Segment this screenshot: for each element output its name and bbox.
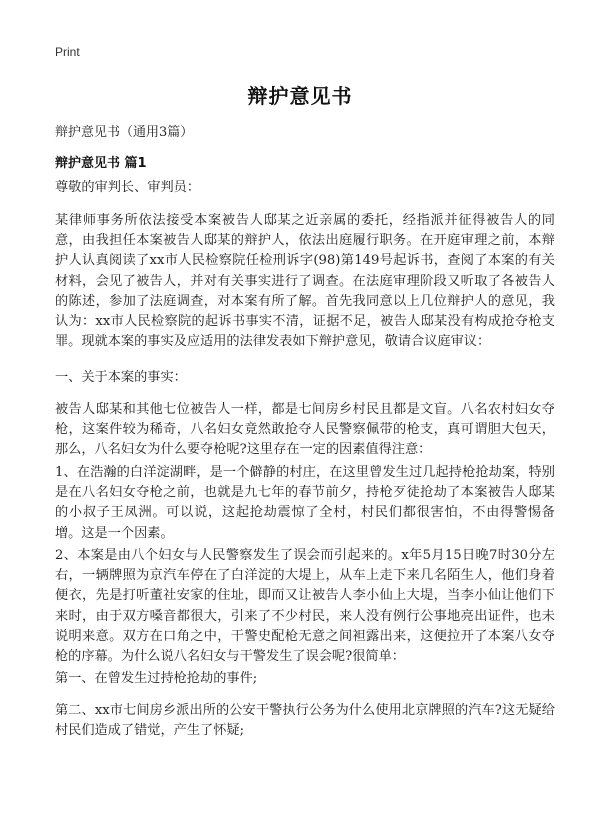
section-heading: 辩护意见书 篇1 [55, 156, 147, 171]
body-paragraph: 第一、在曾发生过持枪抢劫的事件; [55, 671, 258, 686]
body-paragraph: 第二、xx市七间房乡派出所的公安干警执行公务为什么使用北京牌照的汽车?这无疑给村民们造成了错觉，产生了怀疑; [55, 703, 555, 739]
print-link[interactable]: Print [55, 45, 80, 59]
intro-paragraph: 某律师事务所依法接受本案被告人邸某之近亲属的委托，经指派并征得被告人的同意，由我担任本案被告人邸某的辩护人，依法出庭履行职务。在开庭审理之前，本辩护人认真阅读了xx市人民检察院任检刑诉字(98)第149号起诉书，查阅了本案的有关材料，会见了被告人，并对有关事实进行了调查。在法庭审理阶段又听取了各被告人的陈述，参加了法庭调查，对本案有所了解。首先我同意以上几位辩护人的意见，我认为：xx市人民检察院的起诉书事实不清，证据不足，被告人邸某没有构成抢夺枪支罪。现就本案的事实及应适用的法律发表如下辩护意见，敬请合议庭审议： [55, 213, 555, 350]
facts-heading-paragraph: 一、关于本案的事实： [55, 370, 187, 385]
document-title: 辩护意见书 [247, 84, 353, 108]
body-paragraph: 2、本案是由八个妇女与人民警察发生了误会而引起来的。x年5月15日晚7时30分左右，一辆牌照为京汽车停在了白洋淀的大堤上，从车上走下来几名陌生人，他们身着便衣，先是打听董社安家的住址，即而又让被告人李小仙上大堤，当李小仙让他们下来时，由于双方嗓音都很大，引来了不少村民，来人没有例行公事地亮出证件，也未说明来意。双方在口角之中，干警史配枪无意之间袒露出来，这便拉开了本案八女夺枪的序幕。为什么说八名妇女与干警发生了误会呢?很简单： [55, 548, 555, 665]
body-paragraph: 1、在浩瀚的白洋淀湖畔，是一个僻静的村庄，在这里曾发生过几起持枪抢劫案，特别是在八名妇女夺枪之前，也就是九七年的春节前夕，持枪歹徒抢劫了本案被告人邸某的小叔子王凤洲。可以说，这起抢劫震惊了全村，村民们都很害怕，不由得警惕备增。这是一个因素。 [55, 465, 555, 541]
document-subtitle: 辩护意见书（通用3篇） [55, 125, 194, 140]
body-paragraph: 被告人邸某和其他七位被告人一样，都是七间房乡村民且都是文盲。八名农村妇女夺枪，这案件较为稀奇，八名妇女竟然敢抢夺人民警察佩带的枪支，真可谓胆大包天，那么，八名妇女为什么要夺枪呢?这里存在一定的因素值得注意： [55, 402, 555, 458]
salutation-paragraph: 尊敬的审判长、审判员： [55, 180, 201, 195]
